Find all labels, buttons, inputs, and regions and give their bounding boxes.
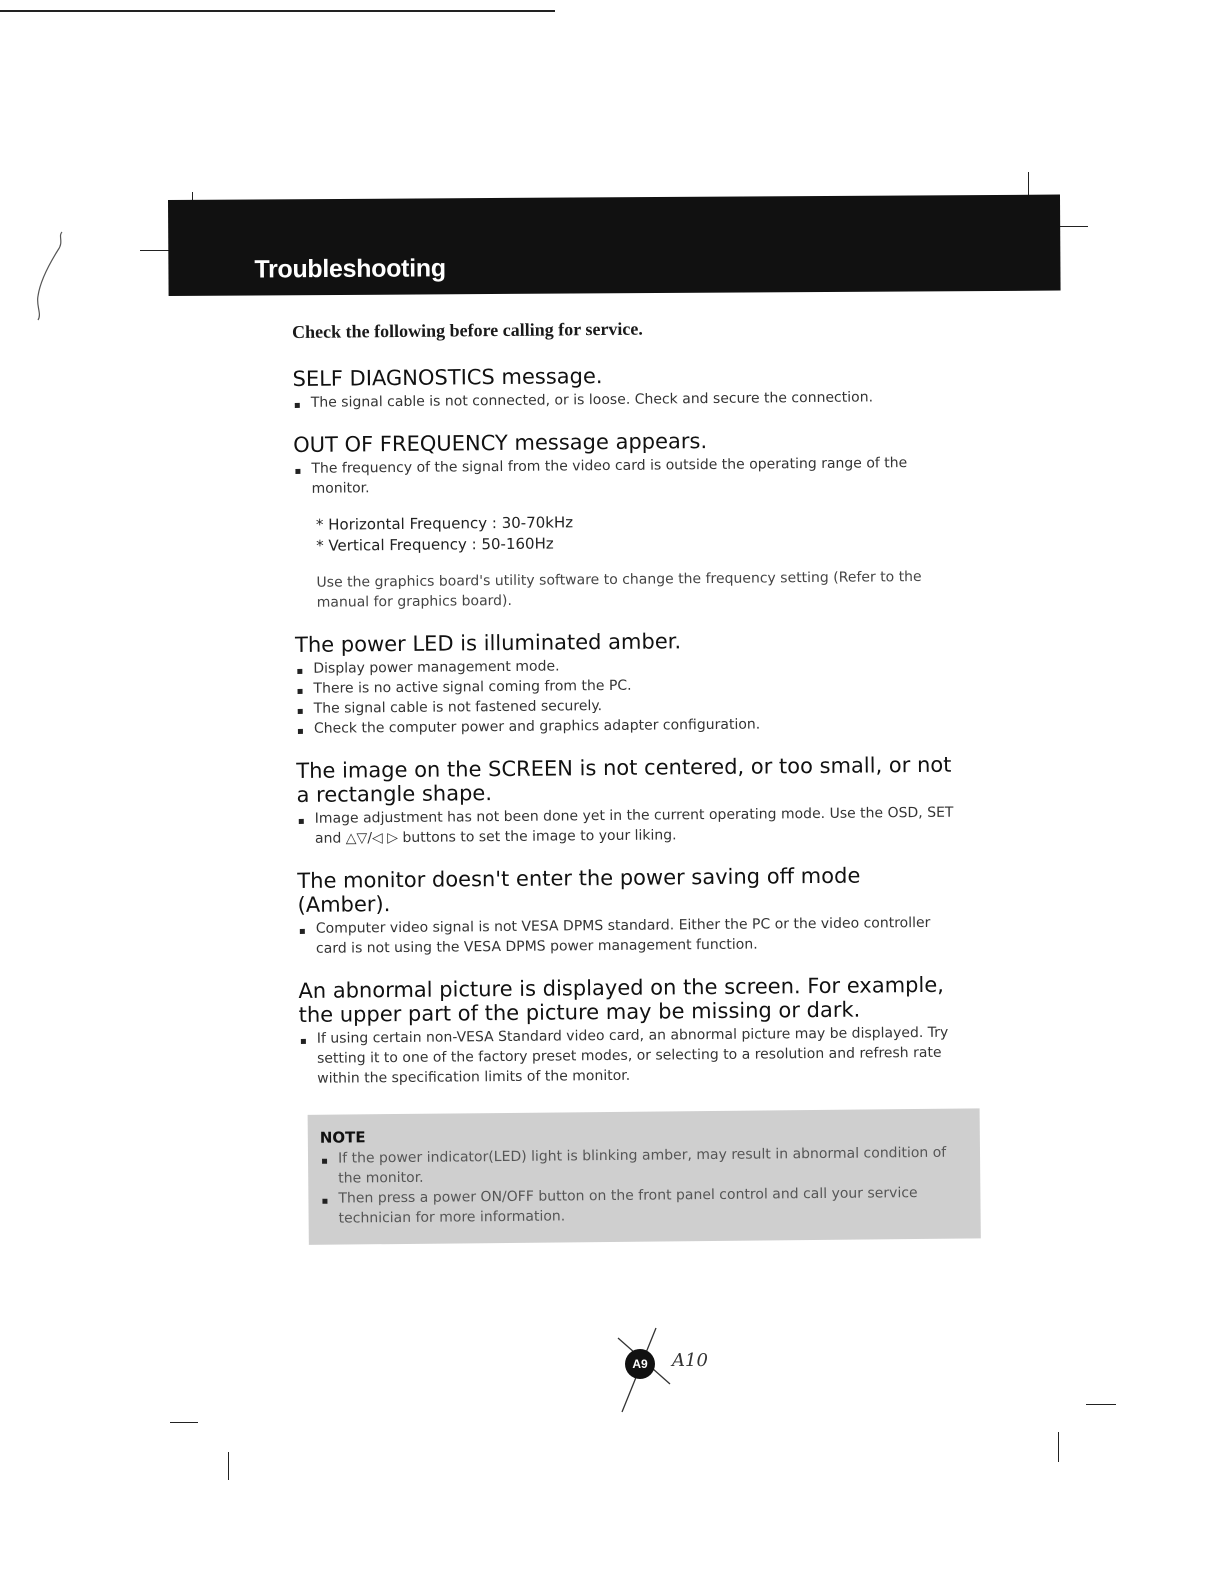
bullet-item: Computer video signal is not VESA DPMS standard. Either the PC or the video controller card is not using the VESA DPMS power management function. bbox=[298, 913, 958, 959]
header-bar bbox=[168, 195, 1061, 296]
note-title: NOTE bbox=[319, 1128, 366, 1147]
bullet-item: The signal cable is not fastened securely. bbox=[296, 693, 956, 719]
section-heading: SELF DIAGNOSTICS message. bbox=[292, 364, 603, 391]
section-self-diagnostics bbox=[292, 361, 952, 413]
vertical-frequency: * Vertical Frequency : 50-160Hz bbox=[316, 534, 554, 555]
bullet-item: There is no active signal coming from the PC. bbox=[295, 673, 955, 699]
bullet-item: The signal cable is not connected, or is loose. Check and secure the connection. bbox=[293, 387, 953, 413]
content-column bbox=[292, 316, 961, 1245]
section-heading: OUT OF FREQUENCY message appears. bbox=[293, 429, 708, 457]
page-title: Troubleshooting bbox=[254, 254, 446, 284]
section-power-saving bbox=[297, 863, 958, 959]
bullet-item: Display power management mode. bbox=[295, 653, 955, 679]
horizontal-frequency: * Horizontal Frequency : 30-70kHz bbox=[315, 513, 574, 534]
note-bullet: Then press a power ON/OFF button on the front panel control and call your service technician for more information. bbox=[320, 1183, 968, 1229]
section-image-not-centered bbox=[296, 753, 957, 849]
note-bullet: If the power indicator(LED) light is blinking amber, may result in abnormal condition of the monitor. bbox=[320, 1143, 968, 1189]
handwritten-page-note: A10 bbox=[672, 1350, 708, 1371]
frequency-list bbox=[294, 509, 954, 557]
section-heading: An abnormal picture is displayed on the screen. For example, the upper part of the picture may be missing or dark. bbox=[298, 972, 944, 1027]
section-heading: The power LED is illuminated amber. bbox=[294, 629, 682, 657]
bullet-item: Image adjustment has not been done yet in the current operating mode. Use the OSD, SET and △▽/◁ ▷ buttons to set the image to your liking. bbox=[297, 803, 957, 849]
bullet-item: If using certain non-VESA Standard video card, an abnormal picture may be displayed. Try setting it to one of the factory preset modes, or selecting to a resolution and refresh rate within the specification limits of the monitor. bbox=[299, 1023, 960, 1089]
section-abnormal-picture bbox=[298, 973, 959, 1089]
page-number-badge: A9 bbox=[625, 1349, 655, 1379]
section-out-of-frequency bbox=[293, 427, 955, 613]
bullet-item: Check the computer power and graphics adapter configuration. bbox=[296, 713, 956, 739]
section-power-led bbox=[295, 627, 956, 739]
bullet-item: The frequency of the signal from the video card is outside the operating range of the monitor. bbox=[293, 453, 953, 499]
section-heading: The image on the SCREEN is not centered, or too small, or not a rectangle shape. bbox=[296, 752, 952, 807]
note-box bbox=[308, 1108, 981, 1244]
frequency-advice: Use the graphics board's utility software to change the frequency setting (Refer to the manual for graphics board). bbox=[316, 568, 922, 611]
section-heading: The monitor doesn't enter the power saving off mode (Amber). bbox=[297, 863, 861, 917]
intro-text: Check the following before calling for service. bbox=[292, 318, 643, 342]
